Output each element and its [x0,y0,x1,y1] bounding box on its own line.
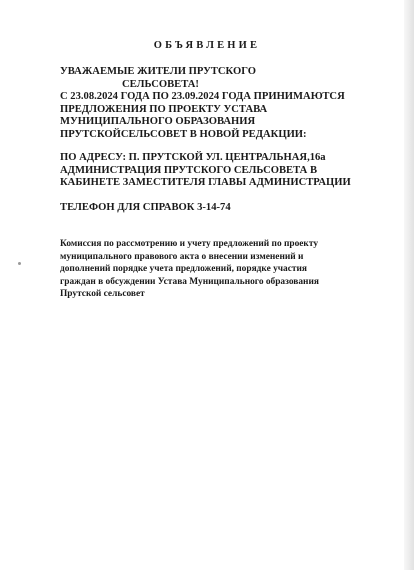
announcement-line: ПРЕДЛОЖЕНИЯ ПО ПРОЕКТУ УСТАВА [60,103,268,115]
address-line: КАБИНЕТЕ ЗАМЕСТИТЕЛЯ ГЛАВЫ АДМИНИСТРАЦИИ [60,177,351,188]
phone-line [60,202,231,215]
phone-text: ТЕЛЕФОН ДЛЯ СПРАВОК 3-14-74 [60,202,231,213]
notice-line: Комиссия по рассмотрению и учету предложений по проекту [60,239,319,249]
document-title: ОБЪЯВЛЕНИЕ [153,40,261,51]
notice-line: муниципального правового акта о внесении изменений и [60,251,304,262]
announcement-block [60,91,345,141]
greeting-line-1: УВАЖАЕМЫЕ ЖИТЕЛИ ПРУТСКОГО [60,66,256,77]
notice-line: Прутской сельсовет [60,289,145,299]
announcement-line: МУНИЦИПАЛЬНОГО ОБРАЗОВАНИЯ [60,116,256,127]
address-line: ПО АДРЕСУ: П. ПРУТСКОЙ УЛ. ЦЕНТРАЛЬНАЯ,16а [60,152,326,163]
announcement-line: С 23.08.2024 ГОДА ПО 23.09.2024 ГОДА ПРИНИМАЮТСЯ [60,91,345,102]
announcement-line: ПРУТСКОЙСЕЛЬСОВЕТ В НОВОЙ РЕДАКЦИИ: [60,128,307,140]
greeting-block [60,66,256,91]
greeting-line-2: СЕЛЬСОВЕТА! [122,78,199,90]
scan-mark [18,262,21,265]
notice-line: граждан в обсуждении Устава Муниципального образования [60,276,319,287]
notice-line: дополнений порядке учета предложений, порядке участия [60,264,307,274]
address-block [60,152,351,190]
page-edge [404,0,414,570]
commission-notice [60,238,319,301]
address-line: АДМИНИСТРАЦИЯ ПРУТСКОГО СЕЛЬСОВЕТА В [60,164,318,176]
